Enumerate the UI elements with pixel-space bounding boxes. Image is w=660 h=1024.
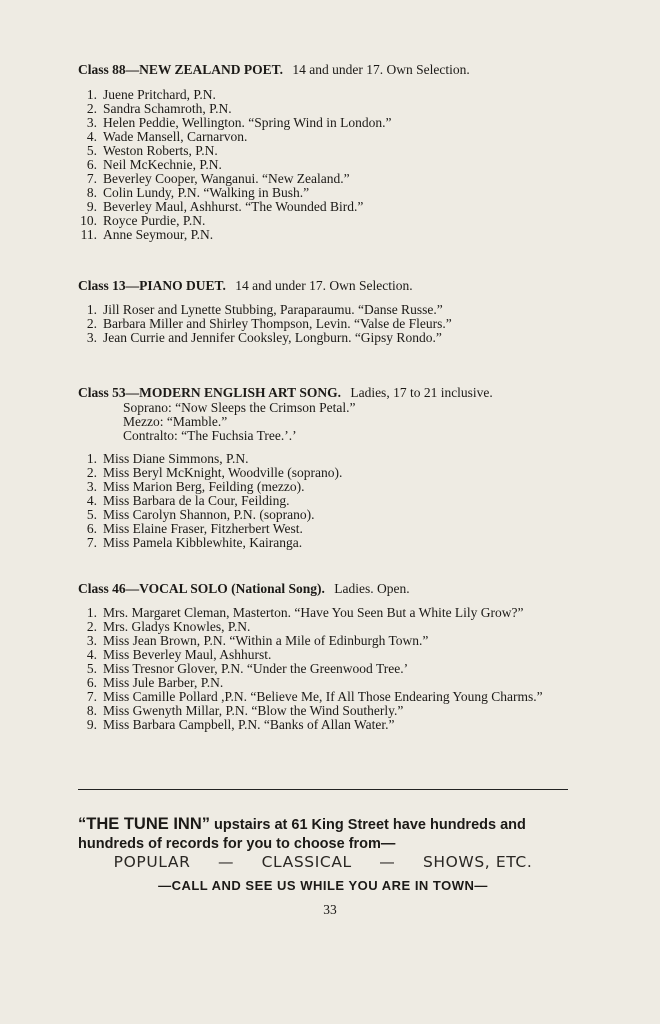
class-label: Class 53—MODERN ENGLISH ART SONG.: [78, 385, 341, 400]
entry-list: [78, 606, 578, 732]
voice-selection: Soprano: “Now Sleeps the Crimson Petal.”: [123, 400, 356, 415]
entry-text: Colin Lundy, P.N. “Walking in Bush.”: [103, 185, 310, 200]
entry-number: 7.: [86, 689, 97, 704]
list-item: [78, 634, 578, 648]
entry-text: Beverley Cooper, Wanganui. “New Zealand.”: [103, 171, 350, 186]
category-classical: CLASSICAL: [261, 853, 352, 871]
entry-number: 6.: [86, 675, 97, 690]
list-item: [78, 508, 578, 522]
class-detail: 14 and under 17. Own Selection.: [235, 278, 413, 293]
advert-categories: [78, 853, 568, 871]
class-label: Class 13—PIANO DUET.: [78, 278, 226, 293]
entry-number: 7.: [86, 535, 97, 550]
class-detail: Ladies, 17 to 21 inclusive.: [350, 385, 493, 400]
category-separator: —: [379, 853, 396, 871]
entry-number: 3.: [86, 115, 97, 130]
list-item: [78, 452, 578, 466]
entry-text: Miss Elaine Fraser, Fitzherbert West.: [103, 521, 303, 536]
class-53-section: [78, 385, 578, 550]
entry-number: 2.: [86, 101, 97, 116]
entry-text: Sandra Schamroth, P.N.: [103, 101, 232, 116]
entry-text: Barbara Miller and Shirley Thompson, Levin. “Valse de Fleurs.”: [103, 316, 452, 331]
list-item: [78, 88, 578, 102]
list-item: [78, 690, 578, 704]
entry-text: Miss Barbara Campbell, P.N. “Banks of Allan Water.”: [103, 717, 395, 732]
voice-selection: Contralto: “The Fuchsia Tree.’.’: [123, 428, 297, 443]
entry-text: Beverley Maul, Ashhurst. “The Wounded Bird.”: [103, 199, 364, 214]
entry-text: Miss Gwenyth Millar, P.N. “Blow the Wind Southerly.”: [103, 703, 404, 718]
entry-text: Weston Roberts, P.N.: [103, 143, 218, 158]
entry-text: Miss Camille Pollard ,P.N. “Believe Me, If All Those Endearing Young Charms.”: [103, 689, 543, 704]
entry-number: 3.: [86, 633, 97, 648]
entry-number: 4.: [86, 493, 97, 508]
list-item: [78, 158, 578, 172]
class-heading: [78, 62, 578, 78]
category-separator: —: [217, 853, 235, 871]
class-heading: [78, 278, 578, 294]
advert-headline: upstairs at 61 King Street have hundreds and hundreds of records for you to choose from—: [78, 817, 526, 852]
class-88-section: [78, 62, 578, 242]
page-number: 33: [323, 902, 337, 917]
list-item: [78, 620, 578, 634]
entry-text: Miss Jule Barber, P.N.: [103, 675, 224, 690]
entry-text: Helen Peddie, Wellington. “Spring Wind in London.”: [103, 115, 392, 130]
category-shows: SHOWS, ETC.: [422, 853, 533, 871]
class-heading: [78, 385, 578, 401]
entry-text: Royce Purdie, P.N.: [103, 213, 206, 228]
entry-number: 4.: [86, 647, 97, 662]
entry-number: 1.: [86, 451, 97, 466]
class-label: Class 46—VOCAL SOLO (National Song).: [78, 581, 325, 596]
class-detail: Ladies. Open.: [334, 581, 410, 596]
class-detail: 14 and under 17. Own Selection.: [292, 62, 470, 77]
entry-number: 5.: [86, 143, 97, 158]
class-46-section: [78, 581, 578, 732]
list-item: [78, 466, 578, 480]
entry-number: 5.: [86, 507, 97, 522]
entry-text: Wade Mansell, Carnarvon.: [103, 129, 248, 144]
entry-text: Miss Beryl McKnight, Woodville (soprano).: [103, 465, 343, 480]
entry-text: Miss Barbara de la Cour, Feilding.: [103, 493, 290, 508]
entry-number: 6.: [86, 521, 97, 536]
list-item: [78, 331, 578, 345]
divider-rule: [78, 789, 568, 790]
list-item: [78, 718, 578, 732]
entry-text: Jill Roser and Lynette Stubbing, Paraparaumu. “Danse Russe.”: [103, 302, 443, 317]
list-item: [78, 214, 578, 228]
entry-number: 7.: [86, 171, 97, 186]
list-item: [78, 200, 578, 214]
list-item: [78, 303, 578, 317]
class-label: Class 88—NEW ZEALAND POET.: [78, 62, 284, 77]
list-item: [78, 130, 578, 144]
entry-number: 6.: [86, 157, 97, 172]
entry-text: Miss Jean Brown, P.N. “Within a Mile of Edinburgh Town.”: [103, 633, 429, 648]
category-popular: POPULAR: [113, 853, 191, 871]
entry-text: Miss Diane Simmons, P.N.: [103, 451, 249, 466]
entry-text: Mrs. Gladys Knowles, P.N.: [103, 619, 251, 634]
list-item: [78, 494, 578, 508]
entry-number: 3.: [86, 330, 97, 345]
entry-number: 9.: [86, 199, 97, 214]
class-heading: [78, 581, 578, 597]
entry-number: 2.: [86, 619, 97, 634]
entry-text: Miss Marion Berg, Feilding (mezzo).: [103, 479, 305, 494]
entry-number: 3.: [86, 479, 97, 494]
entry-list: [78, 88, 578, 242]
advert-call-to-action: —CALL AND SEE US WHILE YOU ARE IN TOWN—: [158, 878, 488, 893]
entry-number: 11.: [80, 227, 97, 242]
entry-number: 10.: [80, 213, 97, 228]
list-item: [78, 172, 578, 186]
list-item: [78, 676, 578, 690]
advert-shop-name: “THE TUNE INN”: [78, 815, 210, 833]
list-item: [78, 102, 578, 116]
entry-list: [78, 452, 578, 550]
entry-number: 5.: [86, 661, 97, 676]
list-item: [78, 116, 578, 130]
entry-text: Miss Carolyn Shannon, P.N. (soprano).: [103, 507, 315, 522]
entry-number: 1.: [86, 302, 97, 317]
list-item: [78, 662, 578, 676]
list-item: [78, 648, 578, 662]
tune-inn-advert: [78, 815, 568, 854]
entry-text: Juene Pritchard, P.N.: [103, 87, 216, 102]
entry-number: 9.: [86, 717, 97, 732]
entry-number: 1.: [86, 605, 97, 620]
entry-text: Miss Beverley Maul, Ashhurst.: [103, 647, 272, 662]
entry-text: Miss Pamela Kibblewhite, Kairanga.: [103, 535, 303, 550]
entry-number: 2.: [86, 465, 97, 480]
list-item: [78, 228, 578, 242]
entry-text: Mrs. Margaret Cleman, Masterton. “Have You Seen But a White Lily Grow?”: [103, 605, 524, 620]
voice-selection: Mezzo: “Mamble.”: [123, 414, 228, 429]
list-item: [78, 522, 578, 536]
entry-text: Miss Tresnor Glover, P.N. “Under the Greenwood Tree.’: [103, 661, 409, 676]
entry-number: 2.: [86, 316, 97, 331]
entry-number: 1.: [86, 87, 97, 102]
entry-text: Neil McKechnie, P.N.: [103, 157, 222, 172]
entry-number: 8.: [86, 703, 97, 718]
list-item: [78, 317, 578, 331]
list-item: [78, 606, 578, 620]
entry-list: [78, 303, 578, 345]
list-item: [78, 144, 578, 158]
list-item: [78, 704, 578, 718]
entry-text: Anne Seymour, P.N.: [103, 227, 214, 242]
entry-text: Jean Currie and Jennifer Cooksley, Longburn. “Gipsy Rondo.”: [103, 330, 442, 345]
class-13-section: [78, 278, 578, 345]
entry-number: 4.: [86, 129, 97, 144]
list-item: [78, 480, 578, 494]
entry-number: 8.: [86, 185, 97, 200]
list-item: [78, 536, 578, 550]
list-item: [78, 186, 578, 200]
